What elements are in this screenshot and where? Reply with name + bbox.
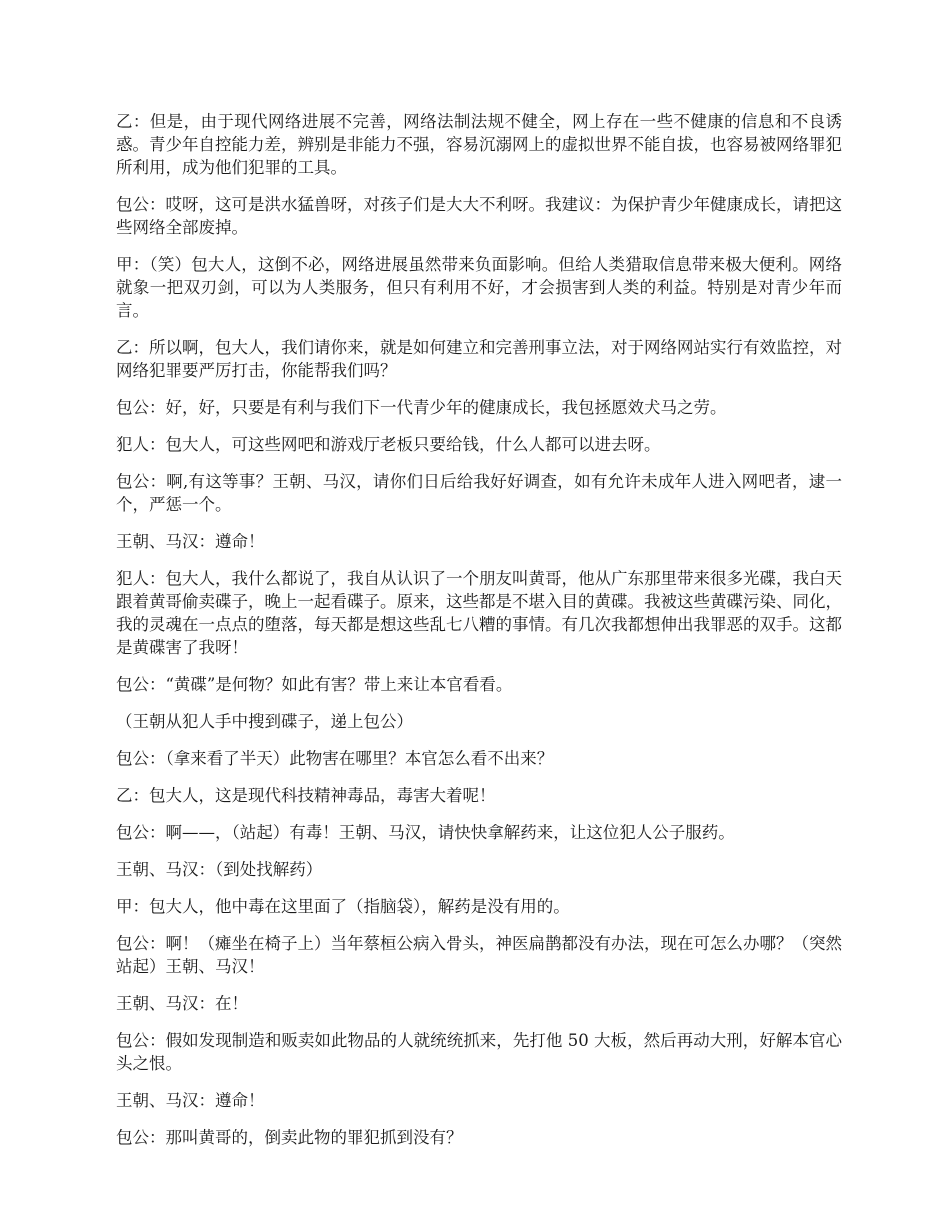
paragraph: 包公：那叫黄哥的，倒卖此物的罪犯抓到没有？ xyxy=(116,1128,463,1147)
paragraph: 包公：“黄碟”是何物？如此有害？带上来让本官看看。 xyxy=(116,675,513,694)
paragraph: 包公：啊！（瘫坐在椅子上）当年蔡桓公病入骨头，神医扁鹊都没有办法，现在可怎么办哪？（突然站起）王朝、马汉！ xyxy=(116,934,842,976)
paragraph: 犯人：包大人，我什么都说了，我自从认识了一个朋友叫黄哥，他从广东那里带来很多光碟，我白天跟着黄哥偷卖碟子，晚上一起看碟子。原来，这些都是不堪入目的黄碟。我被这些黄碟污染、同化，我的灵魂在一点点的堕落，每天都是想这些乱七八糟的事情。有几次我都想伸出我罪恶的双手。这都是黄碟害了我呀！ xyxy=(116,569,842,657)
paragraph: 包公：（拿来看了半天）此物害在哪里？本官怎么看不出来？ xyxy=(116,749,554,768)
paragraph: 包公：啊,有这等事？王朝、马汉，请你们日后给我好好调查，如有允许未成年人进入网吧者，逮一个，严惩一个。 xyxy=(116,472,842,514)
paragraph: 王朝、马汉：遵命！ xyxy=(116,1091,265,1110)
paragraph: 犯人：包大人，可这些网吧和游戏厅老板只要给钱，什么人都可以进去呀。 xyxy=(116,435,661,454)
document-page xyxy=(116,110,842,1163)
paragraph: （王朝从犯人手中搜到碟子，递上包公） xyxy=(116,712,413,731)
paragraph: 乙：包大人，这是现代科技精神毒品，毒害大着呢！ xyxy=(116,786,496,805)
paragraph: 包公：哎呀，这可是洪水猛兽呀，对孩子们是大大不利呀。我建议：为保护青少年健康成长，请把这些网络全部废掉。 xyxy=(116,195,842,237)
paragraph: 乙：所以啊，包大人，我们请你来，就是如何建立和完善刑事立法，对于网络网站实行有效监控，对网络犯罪要严厉打击，你能帮我们吗？ xyxy=(116,338,842,380)
paragraph: 包公：好，好，只要是有利与我们下一代青少年的健康成长，我包拯愿效犬马之劳。 xyxy=(116,398,727,417)
paragraph: 王朝、马汉：在！ xyxy=(116,994,248,1013)
paragraph: 甲：包大人，他中毒在这里面了（指脑袋），解药是没有用的。 xyxy=(116,897,570,916)
paragraph: 乙：但是，由于现代网络进展不完善，网络法制法规不健全，网上存在一些不健康的信息和不良诱惑。青少年自控能力差，辨别是非能力不强，容易沉溺网上的虚拟世界不能自拔，也容易被网络罪犯所利用，成为他们犯罪的工具。 xyxy=(116,112,842,177)
paragraph: 包公：啊——，（站起）有毒！王朝、马汉，请快快拿解药来，让这位犯人公子服药。 xyxy=(116,823,735,842)
paragraph: 王朝、马汉：（到处找解药） xyxy=(116,860,323,879)
paragraph: 包公：假如发现制造和贩卖如此物品的人就统统抓来，先打他 50 大板，然后再动大刑，好解本官心头之恨。 xyxy=(116,1031,842,1073)
paragraph: 王朝、马汉：遵命！ xyxy=(116,532,265,551)
paragraph: 甲：（笑）包大人，这倒不必，网络进展虽然带来负面影响。但给人类猎取信息带来极大便利。网络就象一把双刃剑，可以为人类服务，但只有利用不好，才会损害到人类的利益。特别是对青少年而言。 xyxy=(116,255,842,320)
